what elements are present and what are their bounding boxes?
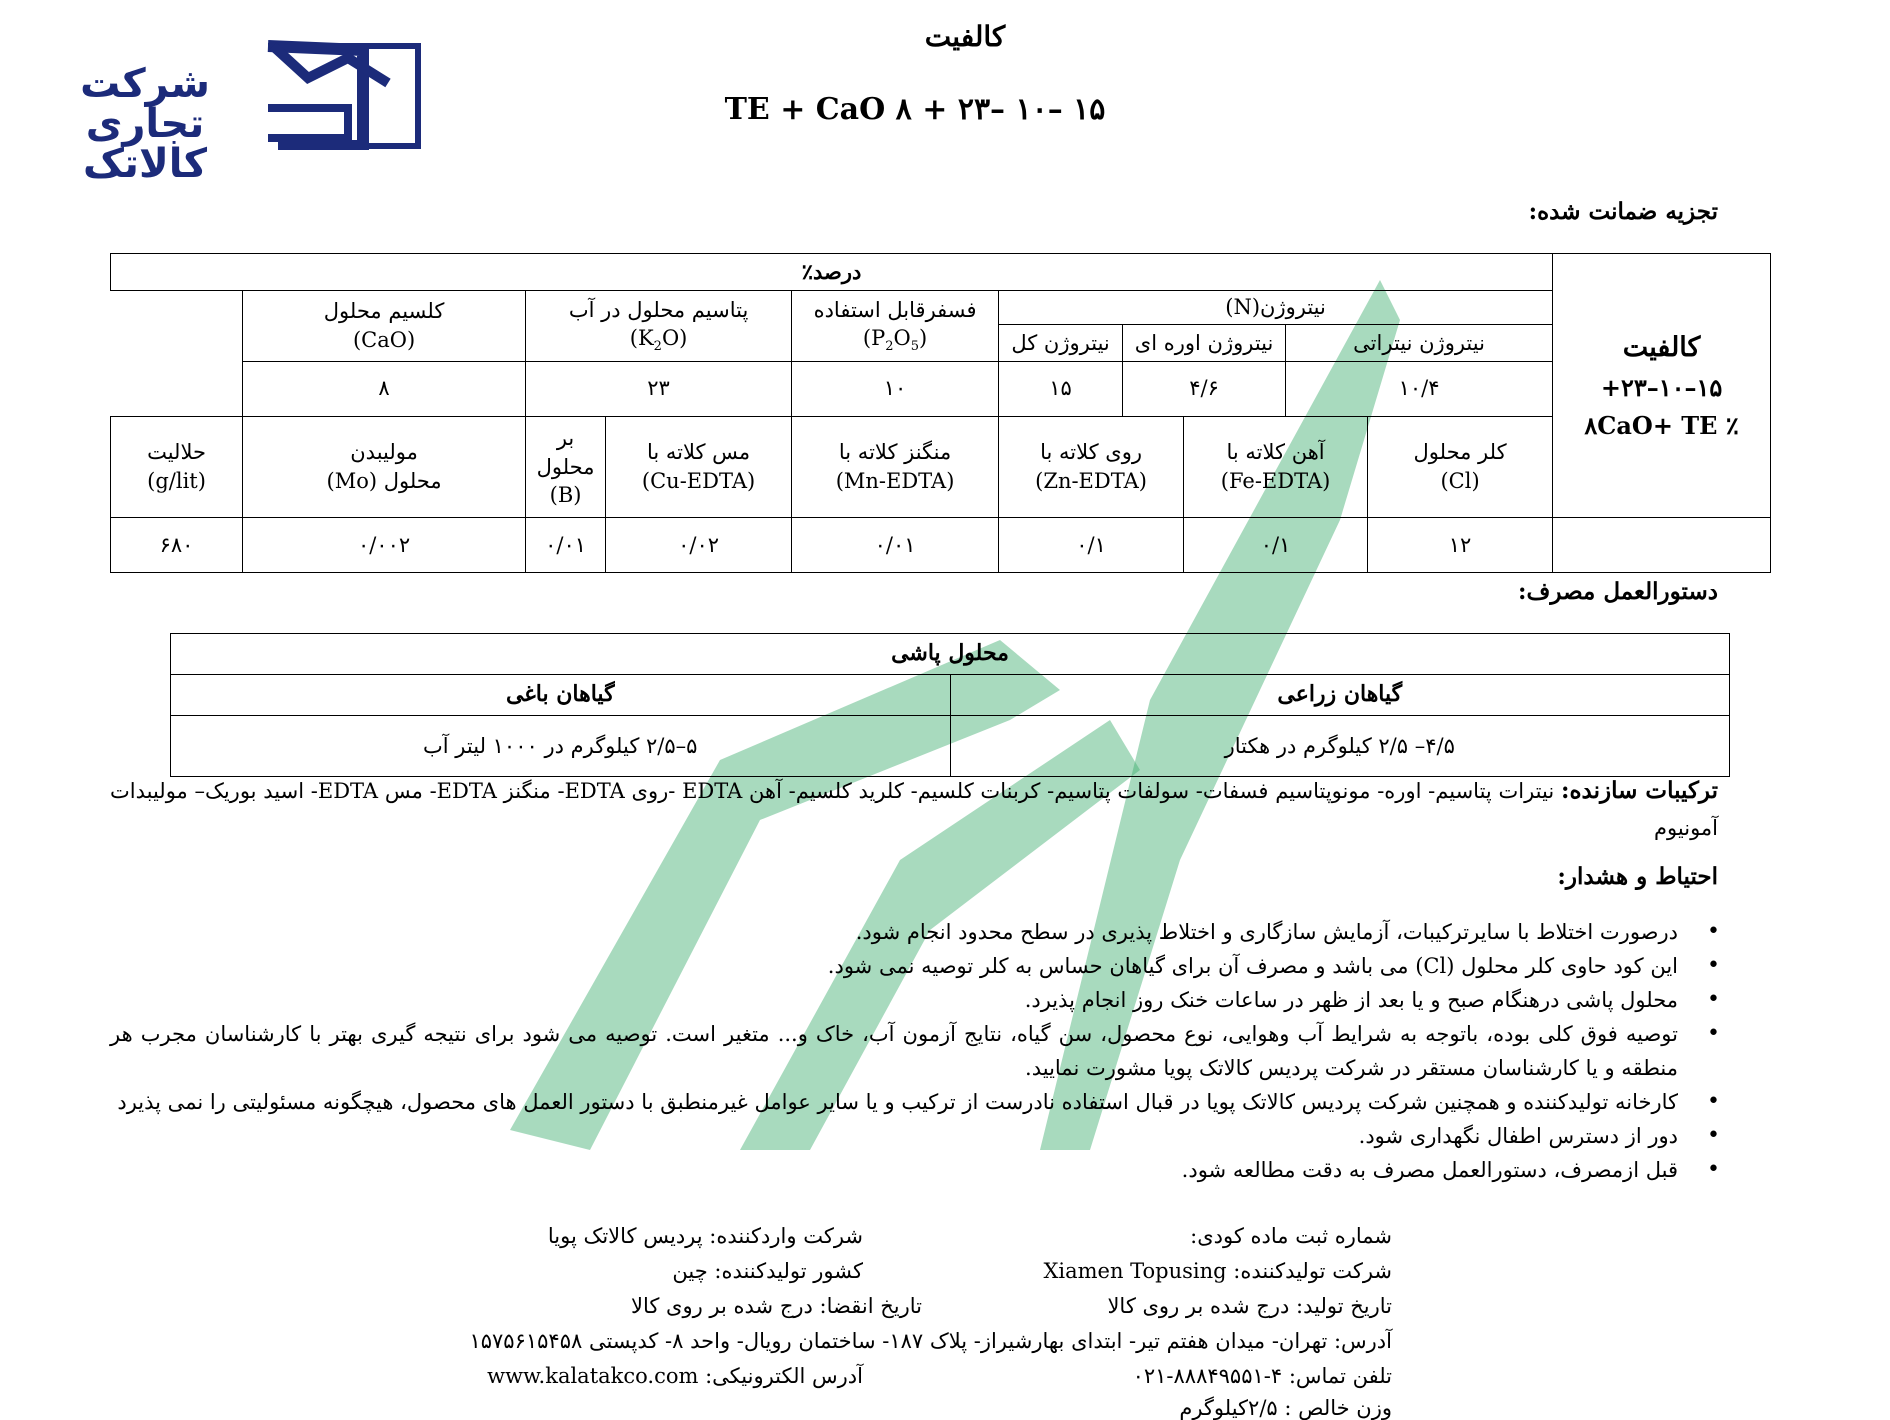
micro-value-solubility: ۶۸۰: [111, 518, 243, 573]
phosphorus-header: [792, 290, 999, 361]
list-item: • دور از دسترس اطفال نگهداری شود.: [110, 1119, 1678, 1153]
table-row: [111, 361, 1771, 416]
list-item: • قبل ازمصرف، دستورالعمل مصرف به دقت مطالعه شود.: [110, 1153, 1678, 1187]
ingredients-text: نیترات پتاسیم- اوره- مونوپتاسیم فسفات- سولفات پتاسیم- کربنات کلسیم- کلرید کلسیم- آهن EDTA -روی EDTA- منگنز EDTA- مس EDTA- اسید بوریک– مولیبدات آمونیوم: [110, 779, 1718, 840]
product-formula-line-2: ٪ ۸CaO+ TE: [1584, 411, 1739, 441]
country: کشور تولیدکننده: چین: [672, 1259, 863, 1283]
micro-header-mo: [243, 416, 526, 518]
micro-value-mn: ۰/۰۱: [792, 518, 999, 573]
table-spacer: [1553, 518, 1771, 573]
micro-formula: (Zn-EDTA): [1035, 468, 1147, 493]
micro-value-zn: ۰/۱: [999, 518, 1184, 573]
crop-orchard-header: گیاهان باغی: [171, 675, 951, 716]
percent-header: درصد٪: [111, 254, 1553, 291]
usage-heading: دستورالعمل مصرف:: [1518, 578, 1718, 605]
table-row: [111, 254, 1771, 291]
micro-label: حلالیت: [147, 440, 206, 465]
micro-header-b: [526, 416, 606, 518]
calcium-value: ۸: [243, 361, 526, 416]
warnings-list: [110, 915, 1718, 1187]
product-name: کالفیت: [1622, 331, 1701, 363]
table-row: [111, 290, 1771, 325]
micro-header-zn: [999, 416, 1184, 518]
dose-agri: ۴/۵– ۲/۵ کیلوگرم در هکتار: [950, 716, 1730, 777]
ingredients-label: ترکیبات سازنده:: [1560, 777, 1719, 804]
product-formula-line-1: ۱۵–۱۰–۲۳+: [1600, 372, 1723, 402]
registration-number: شماره ثبت ماده کودی:: [1190, 1224, 1392, 1248]
micro-label: منگنز کلاته با: [838, 440, 952, 465]
micro-formula: (Cl): [1440, 468, 1480, 493]
document-title: کالفیت: [924, 20, 1006, 53]
nitrate-nitrogen-header: نیتروژن نیتراتی: [1286, 325, 1553, 362]
list-item: • درصورت اختلاط با سایرترکیبات، آزمایش سازگاری و اختلاط پذیری در سطح محدود انجام شود.: [110, 915, 1678, 949]
column-formula: $(K_2O)$: [629, 325, 688, 355]
micro-header-cl: [1368, 416, 1553, 518]
column-formula: (CaO): [352, 327, 416, 352]
net-weight: وزن خالص : ۲/۵کیلوگرم: [1179, 1396, 1392, 1420]
phosphorus-value: ۱۰: [792, 361, 999, 416]
micro-header-mn: [792, 416, 999, 518]
table-row: [111, 416, 1771, 518]
expiry-date: تاریخ انقضا: درج شده بر روی کالا: [630, 1294, 922, 1318]
micro-label: بر محلول: [536, 426, 595, 479]
usage-table: [170, 633, 1730, 777]
column-formula: $(P_2O_5)$: [862, 325, 928, 355]
total-nitrogen-header: نیتروژن کل: [999, 325, 1123, 362]
production-date: تاریخ تولید: درج شده بر روی کالا: [1107, 1294, 1392, 1318]
micro-label: روی کلاته با: [1040, 440, 1143, 465]
crop-agri-header: گیاهان زراعی: [950, 675, 1730, 716]
potassium-header: [526, 290, 792, 361]
micro-formula: (Cu-EDTA): [641, 468, 756, 493]
phone: تلفن تماس: ۴-۸۸۸۴۹۵۵۱-۰۲۱: [1132, 1364, 1392, 1388]
product-formula: TE + CaO ۸ + ۲۳– ۱۰– ۱۵: [724, 92, 1106, 127]
micro-value-mo: ۰/۰۰۲: [243, 518, 526, 573]
urea-nitrogen-value: ۴/۶: [1123, 361, 1286, 416]
logo-text: شرکت تجاری کالاتک: [80, 61, 210, 187]
micro-label: کلر محلول: [1413, 440, 1507, 465]
table-row: [111, 518, 1771, 573]
list-item: • توصیه فوق کلی بوده، باتوجه به شرایط آب وهوایی، نوع محصول، سن گیاه، نتایج آزمون آب، خاک و... متغیر است. توصیه می شود برای نتیجه گیری بهتر با کارشناسان مجرب هر منطقه و یا کارشناسان مستقر در شرکت پردیس کالاتک پویا مشورت نمایید.: [110, 1017, 1678, 1085]
micro-label: آهن کلاته با: [1226, 440, 1325, 465]
usage-method: محلول پاشی: [171, 634, 1730, 675]
manufacturer: شرکت تولیدکننده: Xiamen Topusing: [1043, 1259, 1392, 1283]
warnings-heading: احتیاط و هشدار:: [1557, 863, 1718, 890]
website: آدرس الکترونیکی: www.kalatakco.com: [487, 1364, 863, 1388]
analysis-heading: تجزیه ضمانت شده:: [1528, 198, 1718, 225]
nitrogen-header: نیتروژن(N): [999, 290, 1553, 325]
list-item: • این کود حاوی کلر محلول (Cl) می باشد و مصرف آن برای گیاهان حساس به کلر توصیه نمی شود.: [110, 949, 1678, 983]
micro-value-b: ۰/۰۱: [526, 518, 606, 573]
column-label: کلسیم محلول: [323, 299, 445, 324]
micro-header-cu: [606, 416, 792, 518]
micro-value-cu: ۰/۰۲: [606, 518, 792, 573]
micro-formula: (Mn-EDTA): [835, 468, 955, 493]
micro-formula: (B): [549, 482, 582, 507]
table-row: [171, 716, 1730, 777]
micro-label: مس کلاته با: [646, 440, 751, 465]
table-row: [171, 675, 1730, 716]
micro-formula: محلول (Mo): [326, 468, 442, 493]
list-item: • کارخانه تولیدکننده و همچنین شرکت پردیس کالاتک پویا در قبال استفاده نادرست از ترکیب و یا سایر عوامل غیرمنطبق با دستور العمل های محصول، هیچگونه مسئولیتی را نمی پذیرد: [110, 1085, 1678, 1119]
micro-label: مولیبدن: [350, 440, 418, 465]
list-item: • محلول پاشی درهنگام صبح و یا بعد از ظهر در ساعات خنک روز انجام پذیرد.: [110, 983, 1678, 1017]
importer: شرکت واردکننده: پردیس کالاتک پویا: [547, 1224, 863, 1248]
urea-nitrogen-header: نیتروژن اوره ای: [1123, 325, 1286, 362]
analysis-table: [110, 253, 1771, 573]
dose-orchard: ۵–۲/۵ کیلوگرم در ۱۰۰۰ لیتر آب: [171, 716, 951, 777]
micro-header-fe: [1184, 416, 1368, 518]
potassium-value: ۲۳: [526, 361, 792, 416]
column-label: فسفرقابل استفاده: [813, 297, 977, 322]
table-row: [171, 634, 1730, 675]
product-cell: [1553, 254, 1771, 518]
nitrate-nitrogen-value: ۱۰/۴: [1286, 361, 1553, 416]
micro-value-fe: ۰/۱: [1184, 518, 1368, 573]
micro-header-solubility: [111, 416, 243, 518]
micro-formula: (g/lit): [147, 468, 206, 493]
total-nitrogen-value: ۱۵: [999, 361, 1123, 416]
column-label: پتاسیم محلول در آب: [568, 297, 749, 322]
micro-formula: (Fe-EDTA): [1220, 468, 1331, 493]
ingredients-paragraph: [110, 772, 1718, 847]
micro-value-cl: ۱۲: [1368, 518, 1553, 573]
address: آدرس: تهران- میدان هفتم تیر- ابتدای بهارشیراز- پلاک ۱۸۷- ساختمان رویال- واحد ۸- کدپستی ۱۵۷۵۶۱۵۴۵۸: [469, 1329, 1392, 1353]
calcium-header: [243, 290, 526, 361]
